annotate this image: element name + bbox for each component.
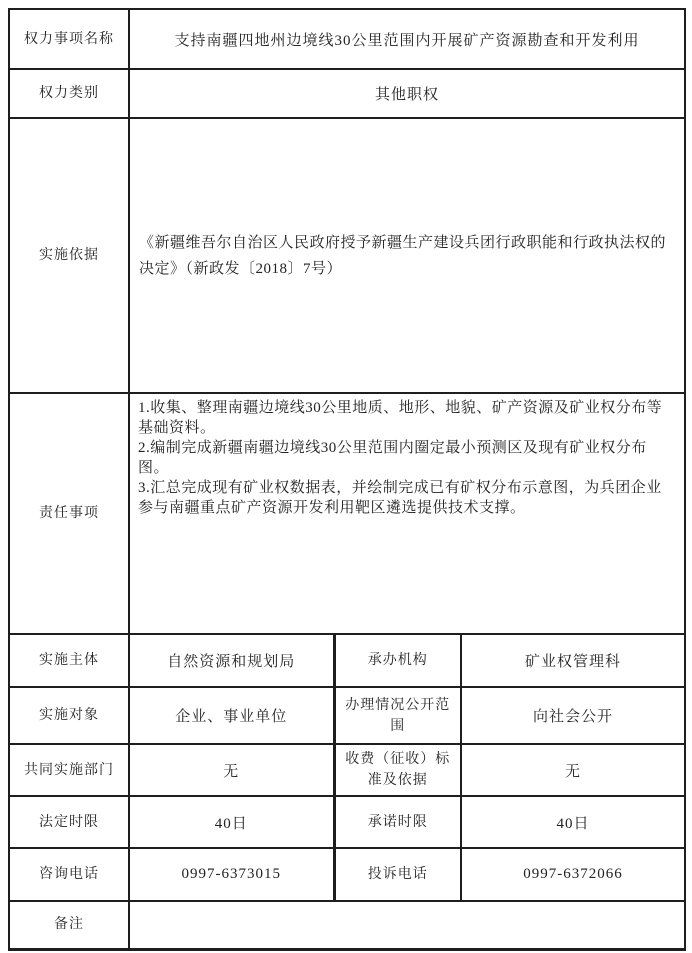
row-remarks	[9, 901, 685, 949]
row-joint-departments	[9, 744, 685, 796]
consultation-phone-value: 0997-6373015	[129, 848, 334, 901]
statutory-time-limit-value: 40日	[129, 796, 334, 848]
implementation-target-label: 实施对象	[9, 687, 129, 744]
joint-departments-label: 共同实施部门	[9, 744, 129, 796]
implementation-basis-value: 《新疆维吾尔自治区人民政府授予新疆生产建设兵团行政职能和行政执法权的决定》（新政发〔2018〕7号）	[129, 118, 685, 393]
handling-agency-value: 矿业权管理科	[461, 634, 685, 687]
row-responsibility-items	[9, 393, 685, 634]
disclosure-scope-value: 向社会公开	[461, 687, 685, 744]
remarks-value	[129, 901, 685, 949]
fee-standard-label: 收费（征收）标准及依据	[334, 744, 461, 796]
joint-departments-value: 无	[129, 744, 334, 796]
remarks-label: 备注	[9, 901, 129, 949]
row-implementation-basis	[9, 118, 685, 393]
power-category-value: 其他职权	[129, 69, 685, 118]
item-name-value: 支持南疆四地州边境线30公里范围内开展矿产资源勘查和开发利用	[129, 9, 685, 69]
fee-standard-value: 无	[461, 744, 685, 796]
power-item-table	[8, 8, 686, 951]
row-item-name	[9, 9, 685, 69]
item-name-label: 权力事项名称	[9, 9, 129, 69]
handling-agency-label: 承办机构	[334, 634, 461, 687]
responsibility-items-label: 责任事项	[9, 393, 129, 634]
implementation-basis-label: 实施依据	[9, 118, 129, 393]
row-time-limits	[9, 796, 685, 848]
complaint-phone-label: 投诉电话	[334, 848, 461, 901]
responsibility-item-1: 1.收集、整理南疆边境线30公里地质、地形、地貌、矿产资源及矿业权分布等基础资料。	[138, 400, 663, 436]
row-implementation-target	[9, 687, 685, 744]
row-phones	[9, 848, 685, 901]
responsibility-item-2: 2.编制完成新疆南疆边境线30公里范围内圈定最小预测区及现有矿业权分布图。	[138, 440, 647, 476]
promised-time-limit-label: 承诺时限	[334, 796, 461, 848]
consultation-phone-label: 咨询电话	[9, 848, 129, 901]
row-power-category	[9, 69, 685, 118]
responsibility-item-3: 3.汇总完成现有矿业权数据表，并绘制完成已有矿权分布示意图，为兵团企业参与南疆重点矿产资源开发利用靶区遴选提供技术支撑。	[138, 480, 662, 516]
responsibility-items-value	[129, 393, 685, 634]
complaint-phone-value: 0997-6372066	[461, 848, 685, 901]
power-category-label: 权力类别	[9, 69, 129, 118]
disclosure-scope-label: 办理情况公开范围	[334, 687, 461, 744]
row-implementing-body	[9, 634, 685, 687]
promised-time-limit-value: 40日	[461, 796, 685, 848]
implementation-target-value: 企业、事业单位	[129, 687, 334, 744]
implementing-body-label: 实施主体	[9, 634, 129, 687]
statutory-time-limit-label: 法定时限	[9, 796, 129, 848]
implementing-body-value: 自然资源和规划局	[129, 634, 334, 687]
